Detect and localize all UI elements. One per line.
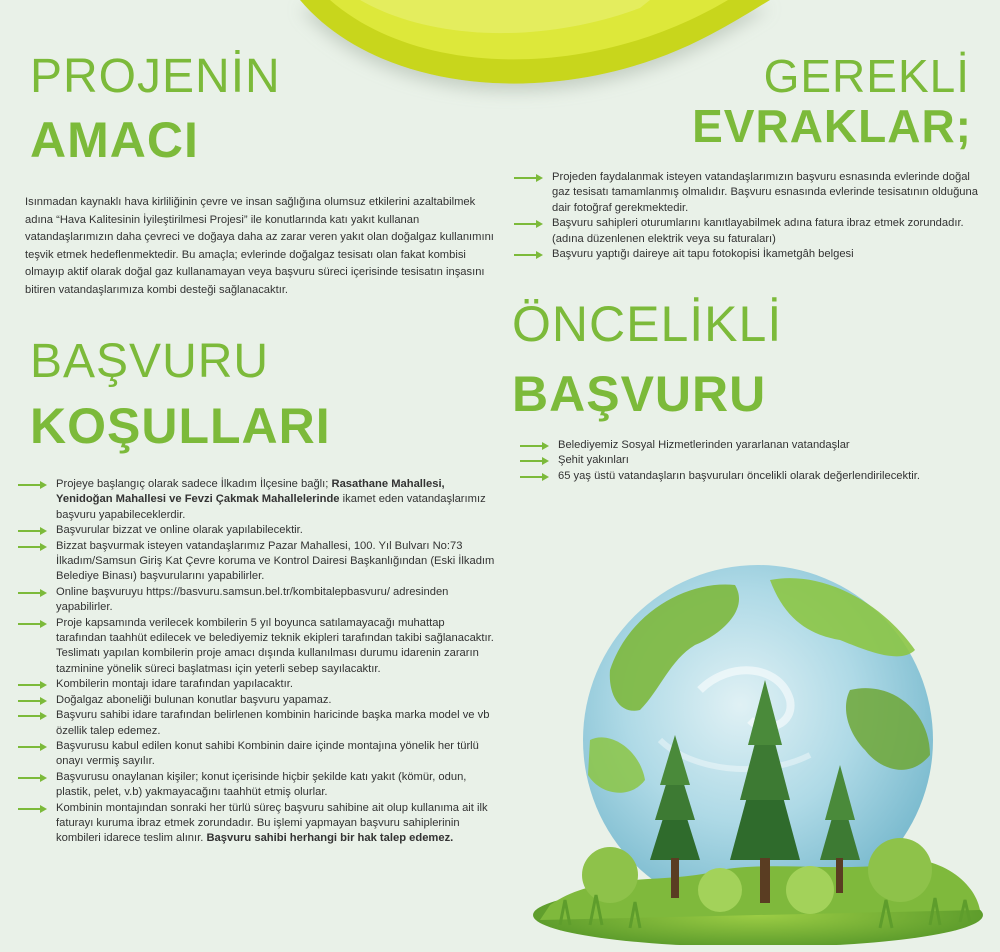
arrow-icon	[514, 219, 544, 229]
condition-item	[18, 801, 496, 847]
priority-title-light: ÖNCELİKLİ	[512, 296, 783, 352]
condition-text: Başvurusu onaylanan kişiler; konut içerisinde hiçbir şekilde katı yakıt (kömür, odun, plastik, pelet, v.b) yakmayacağını taahhüt etmiş olurlar.	[56, 770, 467, 799]
document-item	[514, 170, 984, 216]
priority-text: 65 yaş üstü vatandaşların başvuruları öncelikli olarak değerlendirilecektir.	[558, 469, 920, 482]
arrow-icon	[18, 588, 48, 598]
arrow-icon	[520, 472, 550, 482]
documents-title-light: GEREKLİ	[763, 50, 970, 102]
conditions-list	[18, 477, 496, 847]
condition-text: Proje kapsamında verilecek kombilerin 5 yıl boyunca satılamayacağı muhattap tarafından taahhüt edilecek ve belediyemiz teknik ekipleri tarafından takibi sağlanacaktır. Teslimatı yapılan kombilerin proje amacı dışında kullanılması durumu idarenin zararın tazminine yönelik süreci başlatması için yeterli sebep sayılacaktır.	[56, 616, 494, 675]
condition-text: Kombinin montajından sonraki her türlü süreç başvuru sahibine ait olup kullanıma ait ilk faturayı kuruma ibraz etmek zorundadır. Bu işlemi yapmayan başvuru sahiplerinin kombileri idarece teslim alınır.	[56, 801, 488, 845]
condition-item	[18, 616, 496, 678]
priority-item	[520, 453, 970, 468]
condition-text: Projeye başlangıç olarak sadece İlkadım İlçesine bağlı;	[56, 478, 332, 490]
earth-globe-illustration	[520, 540, 990, 945]
document-item	[514, 247, 984, 262]
condition-text: Başvuru sahibi idare tarafından belirlenen kombinin haricinde başka marka model ve vb özellik talep edemez.	[56, 709, 490, 737]
condition-text: Online başvuruyu https://basvuru.samsun.bel.tr/kombitalepbasvuru/ adresinden yapabilirler.	[56, 585, 449, 614]
condition-neighborhoods: Rasathane Mahallesi, Yenidoğan Mahallesi ve Fevzi Çakmak Mahallelerinde	[56, 478, 445, 506]
condition-text: Başvurusu kabul edilen konut sahibi Kombinin daire içinde montajına yönelik her türlü onayı vermiş sayılır.	[56, 739, 479, 768]
document-text: Başvuru sahipleri oturumlarını kanıtlayabilmek adına fatura ibraz etmek zorundadır. (adına düzenlenen elektrik veya su faturaları)	[552, 217, 964, 245]
purpose-title-light: PROJENİN	[30, 50, 281, 103]
document-item	[514, 216, 984, 247]
arrow-icon	[18, 480, 48, 490]
arrow-icon	[520, 441, 550, 451]
arrow-icon	[18, 804, 48, 814]
document-text: Projeden faydalanmak isteyen vatandaşlarımızın başvuru esnasında evlerinde doğal gaz tesisatı tamamlanmış olmalıdır. Başvuru esnasında evlerinde tesisatının olduğuna dair fotoğraf gerekmektedir.	[552, 171, 978, 214]
condition-final-note: Başvuru sahibi herhangi bir hak talep edemez.	[206, 832, 454, 845]
condition-item	[18, 523, 496, 538]
arrow-icon	[18, 680, 48, 690]
conditions-title-light: BAŞVURU	[30, 335, 270, 388]
condition-item	[18, 693, 496, 708]
arrow-icon	[18, 742, 48, 752]
arrow-icon	[514, 250, 544, 260]
arrow-icon	[18, 619, 48, 629]
arrow-icon	[18, 711, 48, 721]
condition-text: ikamet eden vatandaşlarımız başvuru yapabileceklerdir.	[56, 493, 486, 521]
condition-item	[18, 677, 496, 692]
arrow-icon	[520, 456, 550, 466]
priority-list	[520, 438, 970, 484]
arrow-icon	[514, 173, 544, 183]
condition-text: Bizzat başvurmak isteyen vatandaşlarımız Pazar Mahallesi, 100. Yıl Bulvarı No:73 İlkadım/Samsun Giriş Kat Çevre koruma ve Kontrol Dairesi Başkanlığından (Eski İlkadım Belediye Binası) başvurularını yapabilirler.	[56, 539, 495, 583]
purpose-text: Isınmadan kaynaklı hava kirliliğinin çevre ve insan sağlığına olumsuz etkilerini azaltabilmek adına “Hava Kalitesinin İyileştirilmesi Projesi” ile konutlarında katı yakıt kullanan vatandaşlarımızın daha çevreci ve doğaya daha az zarar veren yakıt olan doğalgaz kullanımını teşvik etmek hedeflenmektedir. Bu amaçla; evlerinde doğalgaz tesisatı olan fakat kombisi olmayıp aktif olarak doğal gaz kullanamayan veya başvuru süreci içerisinde tesisatın inşasını bitiren vatandaşlarımıza kombi desteği sağlanacaktır.	[25, 196, 494, 296]
condition-item	[18, 770, 496, 801]
priority-text: Şehit yakınları	[558, 454, 629, 467]
priority-title-bold: BAŞVURU	[512, 366, 767, 422]
purpose-title-bold: AMACI	[30, 112, 199, 168]
arrow-icon	[18, 526, 48, 536]
condition-item	[18, 739, 496, 770]
documents-list	[514, 170, 984, 262]
condition-text: Başvurular bizzat ve online olarak yapılabilecektir.	[56, 524, 303, 537]
arrow-icon	[18, 696, 48, 706]
priority-item	[520, 438, 970, 453]
condition-item	[18, 708, 496, 739]
conditions-title-bold: KOŞULLARI	[30, 398, 331, 454]
arrow-icon	[18, 773, 48, 783]
priority-item	[520, 469, 970, 484]
condition-text: Kombilerin montajı idare tarafından yapılacaktır.	[56, 678, 293, 691]
documents-title-bold: EVRAKLAR;	[692, 100, 972, 152]
condition-item	[18, 539, 496, 585]
condition-item	[18, 477, 496, 523]
document-text: Başvuru yaptığı daireye ait tapu fotokopisi İkametgâh belgesi	[552, 248, 854, 261]
arrow-icon	[18, 542, 48, 552]
priority-text: Belediyemiz Sosyal Hizmetlerinden yararlanan vatandaşlar	[558, 439, 850, 451]
condition-text: Doğalgaz aboneliği bulunan konutlar başvuru yapamaz.	[56, 693, 332, 706]
condition-item	[18, 585, 496, 616]
